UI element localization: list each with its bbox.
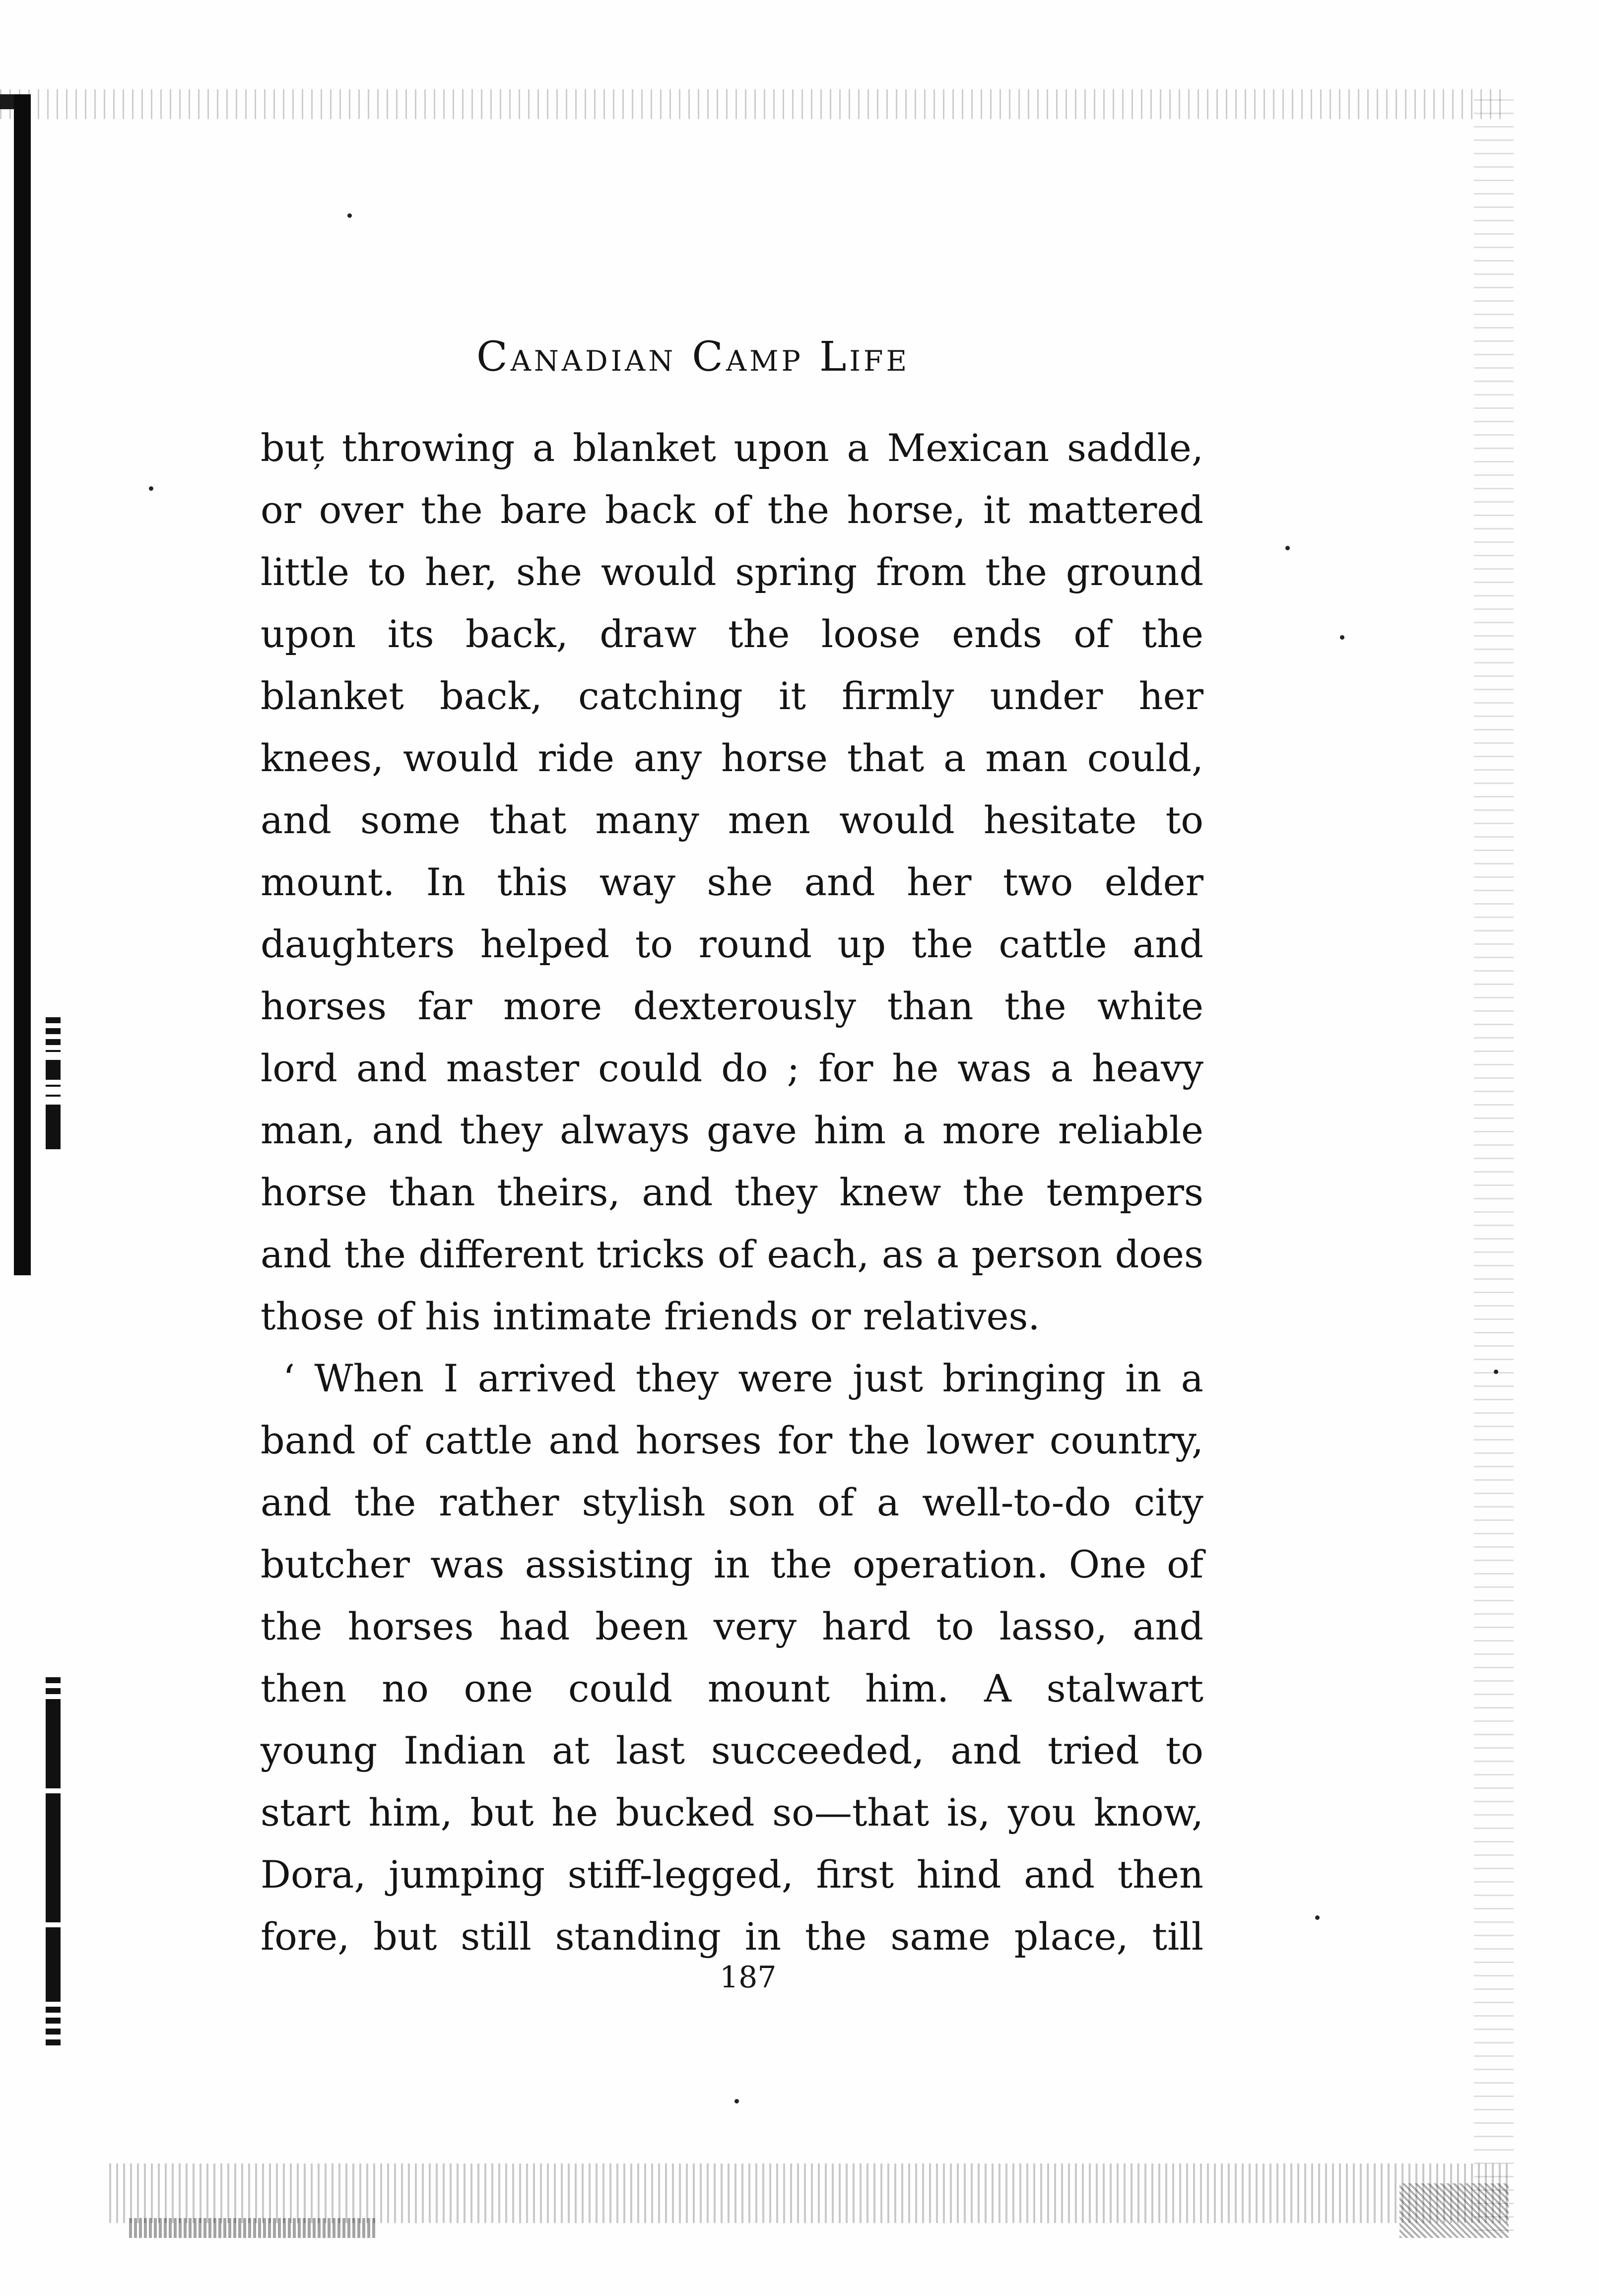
scan-speck xyxy=(1494,1370,1498,1374)
scan-noise-bottom-dark xyxy=(129,2218,377,2238)
text-line: mount. In this way she and her two elder xyxy=(261,860,1203,904)
page-number: 187 xyxy=(720,1960,777,1995)
text-line: and some that many men would hesitate to xyxy=(261,798,1203,842)
text-line: lord and master could do ; for he was a heavy xyxy=(261,1046,1203,1090)
text-line: man, and they always gave him a more reliable xyxy=(261,1108,1203,1152)
text-line: little to her, she would spring from the ground xyxy=(261,550,1203,594)
scan-speck xyxy=(1340,635,1344,640)
text-line: young Indian at last succeeded, and tried to xyxy=(261,1728,1203,1772)
text-line: the horses had been very hard to lasso, and xyxy=(261,1604,1203,1648)
scan-noise-right xyxy=(1474,99,1514,2233)
text-line: and the different tricks of each, as a person does xyxy=(261,1232,1203,1276)
text-line: horses far more dexterously than the white xyxy=(261,984,1203,1028)
text-line: buț throwing a blanket upon a Mexican saddle, xyxy=(261,426,1203,470)
scan-noise-bottom-right xyxy=(1399,2183,1509,2238)
text-line: or over the bare back of the horse, it mattered xyxy=(261,488,1203,532)
text-line: knees, would ride any horse that a man could, xyxy=(261,736,1203,780)
scan-speck xyxy=(347,213,352,218)
text-line: those of his intimate friends or relatives. xyxy=(261,1294,1040,1338)
text-line: and the rather stylish son of a well-to-do city xyxy=(261,1480,1203,1524)
text-line: Dora, jumping stiff-legged, first hind and then xyxy=(261,1852,1203,1897)
scan-noise-top xyxy=(0,89,1509,119)
body-text xyxy=(261,417,1203,1968)
text-line: fore, but still standing in the same place, till xyxy=(261,1914,1203,1959)
binding-edge xyxy=(14,94,31,1275)
text-line: band of cattle and horses for the lower country, xyxy=(261,1418,1203,1462)
text-line: upon its back, draw the loose ends of the xyxy=(261,612,1203,656)
text-line: blanket back, catching it firmly under her xyxy=(261,674,1203,718)
scan-speck xyxy=(1315,1915,1320,1920)
text-line: daughters helped to round up the cattle and xyxy=(261,922,1203,966)
scan-speck xyxy=(1285,546,1290,550)
running-head: Canadian Camp Life xyxy=(476,333,910,381)
text-line: ‘ When I arrived they were just bringing in a xyxy=(283,1356,1203,1400)
text-line: horse than theirs, and they knew the tempers xyxy=(261,1170,1203,1214)
scan-speck xyxy=(734,2099,739,2103)
text-line: butcher was assisting in the operation. One of xyxy=(261,1542,1203,1586)
scan-speck xyxy=(149,486,153,491)
scan-noise-bottom xyxy=(109,2164,1509,2223)
scan-marks-lower xyxy=(46,1677,61,2050)
text-line: then no one could mount him. A stalwart xyxy=(261,1666,1203,1710)
text-line: start him, but he bucked so—that is, you know, xyxy=(261,1790,1203,1835)
scan-marks-upper xyxy=(46,1017,61,1154)
